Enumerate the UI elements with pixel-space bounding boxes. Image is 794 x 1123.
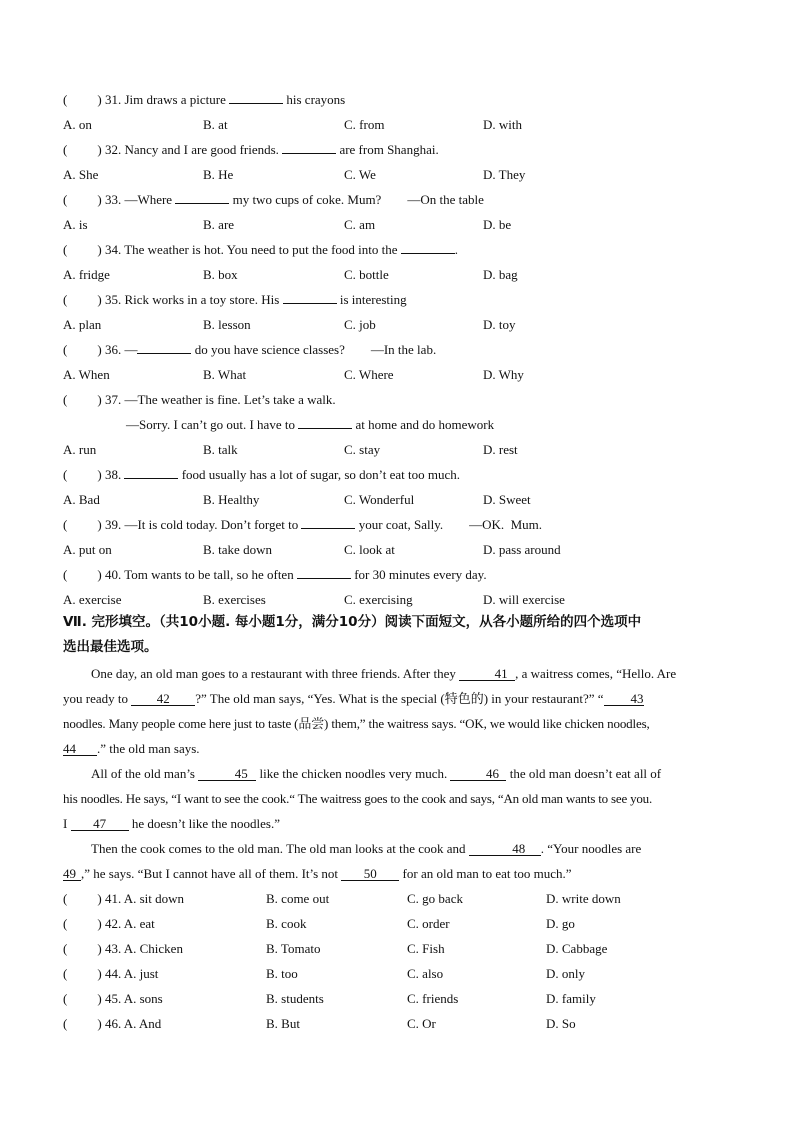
option-c: C. stay [344,442,381,457]
answer-blank[interactable] [297,578,351,579]
option-c: C. exercising [344,592,413,607]
option-c: C. Or [407,1016,436,1031]
question-31: ( ) 31. Jim draws a picture his crayons [63,92,346,107]
answer-blank[interactable] [298,428,352,429]
blank-49[interactable]: 49 [63,867,81,881]
option-d: D. write down [546,891,621,906]
option-d: D. bag [483,267,518,282]
option-c: C. go back [407,891,463,906]
option-b: B. He [203,167,234,182]
option-c: C. bottle [344,267,389,282]
option-c: C. from [344,117,385,132]
answer-blank[interactable] [124,478,178,479]
option-a: A. When [63,367,110,382]
blank-44[interactable]: 44 [63,742,97,756]
section-heading [63,610,731,660]
question-34: ( ) 34. The weather is hot. You need to put the food into the . [63,242,459,257]
option-c: C. order [407,916,450,931]
option-b: B. take down [203,542,272,557]
option-d: D. go [546,916,575,931]
question-39: ( ) 39. —It is cold today. Don’t forget to your coat, Sally. —OK. Mum. [63,517,543,532]
option-d: D. will exercise [483,592,565,607]
blank-48[interactable]: 48 [469,842,541,856]
answer-blank[interactable] [301,528,355,529]
passage-line: you ready to 42 ?” The old man says, “Yes. What is the special (特色的) in your restaurant?” “ 43 [63,691,644,706]
passage-line: One day, an old man goes to a restaurant with three friends. After they 41 , a waitress comes, “Hello. Are [91,666,677,681]
question-32: ( ) 32. Nancy and I are good friends. are from Shanghai. [63,142,439,157]
question-35: ( ) 35. Rick works in a toy store. His is interesting [63,292,407,307]
option-d: D. So [546,1016,576,1031]
option-b: B. What [203,367,247,382]
option-d: D. with [483,117,522,132]
option-a: A. put on [63,542,112,557]
question-37-response: —Sorry. I can’t go out. I have to at home and do homework [126,417,495,432]
option-a: A. exercise [63,592,122,607]
option-c: C. look at [344,542,395,557]
option-d: D. rest [483,442,518,457]
question-33: ( ) 33. —Where my two cups of coke. Mum? —On the table [63,192,484,207]
option-d: D. Sweet [483,492,531,507]
option-c: C. Fish [407,941,445,956]
section-heading-line2: 选出最佳选项。 [63,639,158,655]
option-a: A. run [63,442,97,457]
option-c: C. also [407,966,444,981]
option-d: D. pass around [483,542,561,557]
answer-blank[interactable] [282,153,336,154]
cloze-item-44: ( ) 44. A. just [63,966,159,981]
cloze-item-42: ( ) 42. A. eat [63,916,155,931]
option-d: D. toy [483,317,516,332]
option-b: B. Healthy [203,492,260,507]
option-b: B. come out [266,891,330,906]
option-a: A. plan [63,317,102,332]
passage-line: Then the cook comes to the old man. The old man looks at the cook and 48 . “Your noodles are [91,841,642,856]
passage-line: noodles. Many people come here just to taste (品尝) them,” the waitress says. “OK, we would like chicken noodles, [63,716,650,731]
question-40: ( ) 40. Tom wants to be tall, so he often for 30 minutes every day. [63,567,487,582]
blank-42[interactable]: 42 [131,692,195,706]
option-a: A. on [63,117,92,132]
blank-45[interactable]: 45 [198,767,256,781]
option-d: D. Cabbage [546,941,608,956]
option-b: B. But [266,1016,300,1031]
section-heading-line1: Ⅶ. 完形填空。（共10小题. 每小题1分，满分10分）阅读下面短文，从各小题所给的四个选项中 [63,614,642,630]
option-d: D. family [546,991,596,1006]
blank-47[interactable]: 47 [71,817,129,831]
question-38: ( ) 38. food usually has a lot of sugar, so don’t eat too much. [63,467,461,482]
option-d: D. They [483,167,526,182]
option-a: A. fridge [63,267,110,282]
option-b: B. students [266,991,324,1006]
passage-line: I 47 he doesn’t like the noodles.” [63,816,280,831]
answer-blank[interactable] [401,253,455,254]
cloze-item-43: ( ) 43. A. Chicken [63,941,183,956]
option-b: B. too [266,966,298,981]
passage-line: 44 .” the old man says. [63,741,200,756]
answer-blank[interactable] [229,103,283,104]
passage-line: his noodles. He says, “I want to see the cook.“ The waitress goes to the cook and says, “An old man wants to see you. [63,791,653,806]
option-c: C. am [344,217,376,232]
option-c: C. Wonderful [344,492,415,507]
option-d: D. only [546,966,585,981]
blank-41[interactable]: 41 [459,667,515,681]
option-d: D. be [483,217,512,232]
passage [63,661,729,886]
option-b: B. Tomato [266,941,321,956]
cloze-item-41: ( ) 41. A. sit down [63,891,185,906]
blank-50[interactable]: 50 [341,867,399,881]
option-d: D. Why [483,367,524,382]
option-b: B. box [203,267,238,282]
option-b: B. at [203,117,228,132]
option-b: B. are [203,217,235,232]
option-a: A. is [63,217,88,232]
cloze-item-45: ( ) 45. A. sons [63,991,163,1006]
option-c: C. job [344,317,376,332]
question-37: ( ) 37. —The weather is fine. Let’s take a walk. [63,392,336,407]
option-c: C. Where [344,367,394,382]
answer-blank[interactable] [137,353,191,354]
blank-43[interactable]: 43 [604,692,644,706]
option-b: B. lesson [203,317,251,332]
option-c: C. friends [407,991,459,1006]
passage-line: All of the old man’s 45 like the chicken noodles very much. 46 the old man doesn’t eat all of [91,766,662,781]
answer-blank[interactable] [283,303,337,304]
option-b: B. exercises [203,592,266,607]
option-a: A. Bad [63,492,100,507]
blank-46[interactable]: 46 [450,767,506,781]
passage-line: 49 ,” he says. “But I cannot have all of them. It’s not 50 for an old man to eat too much.” [63,866,572,881]
question-36: ( ) 36. — do you have science classes? —In the lab. [63,342,437,357]
option-a: A. She [63,167,99,182]
cloze-item-46: ( ) 46. A. And [63,1016,162,1031]
answer-blank[interactable] [175,203,229,204]
option-b: B. cook [266,916,307,931]
option-c: C. We [344,167,376,182]
option-b: B. talk [203,442,238,457]
